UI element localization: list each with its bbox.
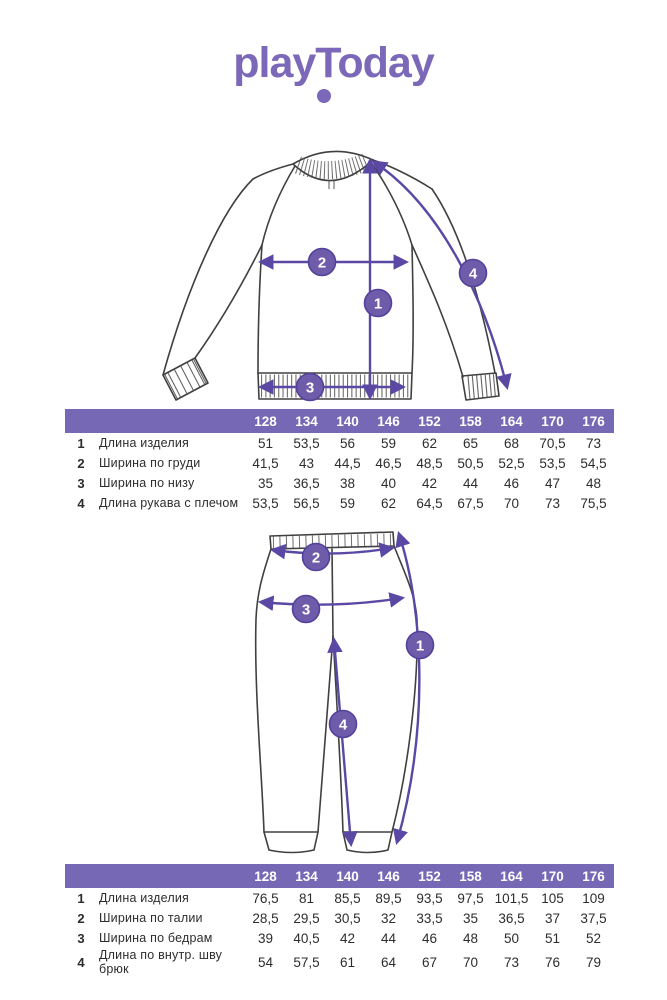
size-value: 43 <box>298 455 315 471</box>
row-label: Длина по внутр. шву брюк <box>99 948 223 976</box>
size-value: 67,5 <box>457 495 484 511</box>
measurement-marker-2 <box>303 544 330 571</box>
size-value: 41,5 <box>252 455 279 471</box>
size-value: 65 <box>462 435 479 451</box>
size-value: 89,5 <box>375 890 402 906</box>
measurement-marker-1 <box>407 632 434 659</box>
svg-text:3: 3 <box>305 379 315 397</box>
size-value: 44,5 <box>334 455 361 471</box>
size-value: 51 <box>257 435 274 451</box>
measurement-marker-3 <box>297 374 324 401</box>
measure-arrow-hip <box>261 598 402 605</box>
size-value: 62 <box>421 435 438 451</box>
size-value: 70 <box>503 495 520 511</box>
svg-text:3: 3 <box>301 601 311 619</box>
brand-logo <box>0 39 667 87</box>
size-value: 36,5 <box>498 910 525 926</box>
size-column-header: 158 <box>459 868 482 884</box>
size-column-header: 170 <box>541 413 564 429</box>
size-value: 53,5 <box>293 435 320 451</box>
table-row <box>65 928 614 948</box>
size-column-header: 176 <box>582 413 605 429</box>
size-value: 97,5 <box>457 890 484 906</box>
size-value: 35 <box>462 910 479 926</box>
size-value: 59 <box>339 495 356 511</box>
size-value: 44 <box>380 930 397 946</box>
row-number: 3 <box>77 475 85 491</box>
measurement-marker-3 <box>293 596 320 623</box>
table-row <box>65 493 614 513</box>
size-value: 46 <box>421 930 438 946</box>
size-column-header: 152 <box>418 413 441 429</box>
size-value: 44 <box>462 475 479 491</box>
size-value: 48 <box>585 475 602 491</box>
size-value: 76 <box>544 954 561 970</box>
size-value: 85,5 <box>334 890 361 906</box>
row-number: 1 <box>77 890 85 906</box>
pants-outline <box>256 532 418 853</box>
size-value: 53,5 <box>539 455 566 471</box>
size-value: 70 <box>462 954 479 970</box>
size-value: 36,5 <box>293 475 320 491</box>
size-column-header: 128 <box>254 868 277 884</box>
row-label: Ширина по низу <box>99 476 195 490</box>
size-value: 105 <box>541 890 564 906</box>
row-number: 2 <box>77 910 85 926</box>
row-label: Длина изделия <box>99 891 189 905</box>
size-value: 61 <box>339 954 356 970</box>
size-column-header: 140 <box>336 413 359 429</box>
size-value: 101,5 <box>494 890 529 906</box>
size-value: 59 <box>380 435 397 451</box>
size-value: 76,5 <box>252 890 279 906</box>
size-value: 54 <box>257 954 274 970</box>
size-column-header: 134 <box>295 868 318 884</box>
size-value: 64,5 <box>416 495 443 511</box>
size-value: 28,5 <box>252 910 279 926</box>
size-value: 70,5 <box>539 435 566 451</box>
row-number: 4 <box>77 954 85 970</box>
size-value: 52,5 <box>498 455 525 471</box>
row-label: Ширина по бедрам <box>99 931 213 945</box>
left-cuff <box>163 358 208 400</box>
svg-text:1: 1 <box>373 295 383 313</box>
size-value: 48,5 <box>416 455 443 471</box>
size-value: 32 <box>380 910 397 926</box>
measurement-marker-4 <box>460 260 487 287</box>
sweatshirt-size-table <box>65 409 614 513</box>
size-column-header: 140 <box>336 868 359 884</box>
measurement-marker-2 <box>309 249 336 276</box>
sweatshirt-outline <box>163 151 499 400</box>
row-number: 3 <box>77 930 85 946</box>
size-value: 75,5 <box>580 495 607 511</box>
row-number: 4 <box>77 495 85 511</box>
table-row <box>65 433 614 453</box>
size-value: 35 <box>257 475 274 491</box>
size-value: 40 <box>380 475 397 491</box>
size-value: 30,5 <box>334 910 361 926</box>
svg-text:2: 2 <box>317 254 327 272</box>
size-value: 73 <box>544 495 561 511</box>
brand-logo-text: playToday <box>233 39 434 87</box>
svg-text:2: 2 <box>311 549 321 567</box>
size-column-header: 164 <box>500 868 523 884</box>
svg-text:4: 4 <box>338 716 348 734</box>
size-value: 33,5 <box>416 910 443 926</box>
size-value: 50,5 <box>457 455 484 471</box>
table-row <box>65 948 614 976</box>
size-value: 109 <box>582 890 605 906</box>
row-number: 1 <box>77 435 85 451</box>
table-header <box>65 864 614 888</box>
size-column-header: 146 <box>377 868 400 884</box>
size-column-header: 170 <box>541 868 564 884</box>
size-value: 42 <box>421 475 438 491</box>
size-value: 73 <box>585 435 602 451</box>
measurement-marker-1 <box>365 290 392 317</box>
size-value: 56,5 <box>293 495 320 511</box>
size-value: 46 <box>503 475 520 491</box>
pants-size-table <box>65 864 614 976</box>
svg-text:1: 1 <box>415 637 425 655</box>
size-value: 50 <box>503 930 520 946</box>
size-value: 68 <box>503 435 520 451</box>
row-label: Длина изделия <box>99 436 189 450</box>
size-value: 40,5 <box>293 930 320 946</box>
svg-text:4: 4 <box>468 265 478 283</box>
size-value: 56 <box>339 435 356 451</box>
size-column-header: 158 <box>459 413 482 429</box>
size-value: 67 <box>421 954 438 970</box>
size-value: 57,5 <box>293 954 320 970</box>
size-value: 48 <box>462 930 479 946</box>
size-value: 62 <box>380 495 397 511</box>
size-value: 46,5 <box>375 455 402 471</box>
row-label: Ширина по талии <box>99 911 203 925</box>
size-value: 52 <box>585 930 602 946</box>
size-value: 47 <box>544 475 561 491</box>
sweatshirt-diagram <box>130 145 556 409</box>
table-row <box>65 453 614 473</box>
logo-dot <box>317 89 331 103</box>
size-column-header: 176 <box>582 868 605 884</box>
size-value: 38 <box>339 475 356 491</box>
size-value: 39 <box>257 930 274 946</box>
table-row <box>65 908 614 928</box>
row-label: Ширина по груди <box>99 456 201 470</box>
size-value: 81 <box>298 890 315 906</box>
size-value: 37,5 <box>580 910 607 926</box>
size-value: 29,5 <box>293 910 320 926</box>
size-value: 79 <box>585 954 602 970</box>
size-value: 73 <box>503 954 520 970</box>
row-label: Длина рукава с плечом <box>99 496 239 510</box>
table-header <box>65 409 614 433</box>
size-value: 51 <box>544 930 561 946</box>
right-cuff <box>462 373 499 400</box>
size-value: 42 <box>339 930 356 946</box>
measurement-marker-4 <box>330 711 357 738</box>
size-value: 93,5 <box>416 890 443 906</box>
table-row <box>65 473 614 493</box>
size-column-header: 152 <box>418 868 441 884</box>
size-column-header: 128 <box>254 413 277 429</box>
size-value: 53,5 <box>252 495 279 511</box>
row-number: 2 <box>77 455 85 471</box>
pants-diagram <box>235 524 445 869</box>
size-value: 37 <box>544 910 561 926</box>
size-value: 54,5 <box>580 455 607 471</box>
size-column-header: 134 <box>295 413 318 429</box>
size-column-header: 146 <box>377 413 400 429</box>
collar-tag <box>329 181 334 189</box>
table-row <box>65 888 614 908</box>
size-value: 64 <box>380 954 397 970</box>
size-column-header: 164 <box>500 413 523 429</box>
